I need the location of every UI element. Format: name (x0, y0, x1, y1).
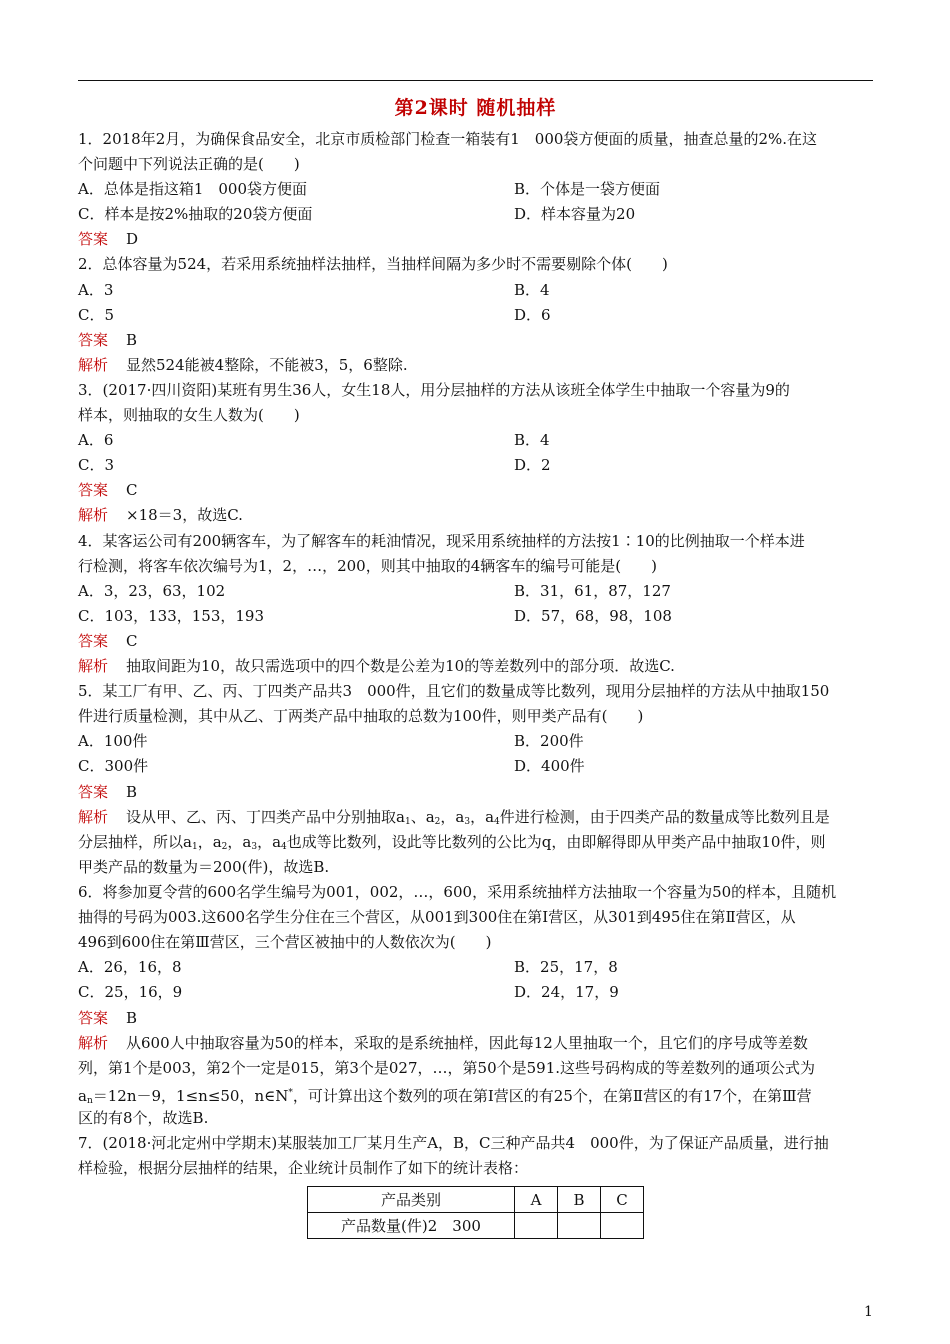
q3-answer (78, 478, 873, 503)
q2-option-c: C．5 (78, 306, 115, 324)
q7-stem-line1: 7．(2018·河北定州中学期末)某服装加工厂某月生产A，B，C三种产品共4 000件，为了保证产品质量，进行抽 (78, 1134, 829, 1152)
q5-analysis-text-2a: 分层抽样，所以a (78, 833, 192, 851)
q3-answer-value: C (126, 481, 138, 499)
header-rule (78, 80, 873, 81)
q6-stem-line3: 496到600住在第Ⅲ营区，三个营区被抽中的人数依次为( ) (78, 933, 492, 951)
q6-analysis-text-3c: ，可计算出这个数列的项在第Ⅰ营区的有25个，在第Ⅱ营区的有17个，在第Ⅲ营 (292, 1087, 812, 1105)
q2-option-d: D．6 (514, 306, 551, 324)
q2-analysis (78, 353, 873, 378)
q6-stem-line2: 抽得的号码为003.这600名学生分住在三个营区，从001到300住在第Ⅰ营区，从301到495住在第Ⅱ营区，从 (78, 908, 796, 926)
q4-option-c: C．103，133，153，193 (78, 607, 264, 625)
table-cell (601, 1213, 644, 1239)
q4-option-d: D．57，68，98，108 (514, 607, 672, 625)
answer-label: 答案 (78, 783, 109, 801)
answer-label: 答案 (78, 481, 109, 499)
table-header-cell: C (601, 1187, 644, 1213)
q3-options-cd (78, 453, 873, 478)
q4-answer-value: C (126, 632, 138, 650)
q6-analysis-line3: $a_n=12n-9$，1≤n≤50，n∈N*，可计算出这个数列的项在第Ⅰ营区的有25个，在第Ⅱ营区的有17个，在第Ⅲ营 (78, 1087, 812, 1106)
q6-stem-line1: 6．将参加夏令营的600名学生编号为001，002，…，600，采用系统抽样方法抽取一个容量为50的样本，且随机 (78, 883, 837, 901)
q5-option-d: D．400件 (514, 757, 585, 775)
q5-analysis-text-1b: 件进行检测，由于四类产品的数量成等比数列且是 (499, 808, 830, 826)
q6-analysis-line4: 区的有8个，故选B. (78, 1109, 209, 1127)
analysis-label: 解析 (78, 657, 109, 675)
q4-options-ab (78, 579, 873, 604)
table-header-cell: A (515, 1187, 558, 1213)
q5-analysis-text-1a: 设从甲、乙、丙、丁四类产品中分别抽取a (126, 808, 405, 826)
q6-analysis-line1 (78, 1031, 873, 1056)
table-row (308, 1213, 644, 1239)
q1-option-b: B．个体是一袋方便面 (514, 180, 661, 198)
table-header-cell: 产品类别 (308, 1187, 515, 1213)
q4-stem-line2: 行检测，将客车依次编号为1，2，…，200，则其中抽取的4辆客车的编号可能是( ) (78, 557, 657, 575)
q1-stem-line2: 个问题中下列说法正确的是( ) (78, 155, 300, 173)
q3-option-c: C．3 (78, 456, 115, 474)
q5-options-ab (78, 729, 873, 754)
q1-options-cd (78, 202, 873, 227)
q5-analysis-text-2b: 也成等比数列，设此等比数列的公比为q，由即解得即从甲类产品中抽取10件，则 (286, 833, 826, 851)
analysis-label: 解析 (78, 808, 109, 826)
page-title: 第2课时 随机抽样 (394, 97, 557, 119)
table-cell: 产品数量(件)2 300 (308, 1213, 515, 1239)
q6-option-d: D．24，17，9 (514, 983, 619, 1001)
q3-options-ab (78, 428, 873, 453)
q2-option-a: A．3 (78, 281, 114, 299)
answer-label: 答案 (78, 632, 109, 650)
q4-options-cd (78, 604, 873, 629)
q5-options-cd (78, 754, 873, 779)
q4-option-a: A．3，23，63，102 (78, 582, 226, 600)
q1-answer (78, 227, 873, 252)
page-number: 1 (864, 1304, 873, 1320)
q3-analysis (78, 503, 873, 528)
q3-stem-line1: 3．(2017·四川资阳)某班有男生36人，女生18人，用分层抽样的方法从该班全体学生中抽取一个容量为9的 (78, 381, 790, 399)
q4-stem-line1: 4．某客运公司有200辆客车，为了解客车的耗油情况，现采用系统抽样的方法按1∶10的比例抽取一个样本进 (78, 532, 805, 550)
q3-option-d: D．2 (514, 456, 551, 474)
q5-stem-line2: 件进行质量检测，其中从乙、丁两类产品中抽取的总数为100件，则甲类产品有( ) (78, 707, 644, 725)
table-header-cell: B (558, 1187, 601, 1213)
q1-option-c: C．样本是按2%抽取的20袋方便面 (78, 205, 313, 223)
q2-stem-line1: 2．总体容量为524，若采用系统抽样法抽样，当抽样间隔为多少时不需要剔除个体( ) (78, 255, 668, 273)
q5-analysis-line3: 甲类产品的数量为＝200(件)，故选B. (78, 858, 330, 876)
q3-analysis-text: ×18＝3，故选C. (126, 506, 243, 524)
q5-option-b: B．200件 (514, 732, 584, 750)
q6-option-c: C．25，16，9 (78, 983, 183, 1001)
answer-label: 答案 (78, 230, 109, 248)
q5-analysis-line1: 解析 设从甲、乙、丙、丁四类产品中分别抽取$a_1$、$a_2$，$a_3$，$a_4$件进行检测，由于四类产品的数量成等比数列且是 (78, 808, 830, 827)
q1-answer-value: D (126, 230, 139, 248)
q5-answer (78, 780, 873, 805)
q5-stem-line1: 5．某工厂有甲、乙、丙、丁四类产品共3 000件，且它们的数量成等比数列，现用分层抽样的方法从中抽取150 (78, 682, 830, 700)
answer-label: 答案 (78, 1009, 109, 1027)
q6-analysis-text-3a: a (78, 1087, 87, 1105)
q1-options-ab (78, 177, 873, 202)
q6-option-a: A．26，16，8 (78, 958, 182, 976)
q1-option-a: A．总体是指这箱1 000袋方便面 (78, 180, 308, 198)
q6-answer-value: B (126, 1009, 138, 1027)
q6-options-cd (78, 980, 873, 1005)
q5-option-a: A．100件 (78, 732, 148, 750)
q5-option-c: C．300件 (78, 757, 149, 775)
table-header-row (308, 1187, 644, 1213)
q6-analysis-text-3b: ＝12n－9，1≤n≤50，n∈N (92, 1087, 289, 1105)
q4-answer (78, 629, 873, 654)
q2-answer-value: B (126, 331, 138, 349)
q3-stem-line2: 样本，则抽取的女生人数为( ) (78, 406, 300, 424)
q2-options-cd (78, 303, 873, 328)
q2-answer (78, 328, 873, 353)
q4-analysis (78, 654, 873, 679)
q2-options-ab (78, 278, 873, 303)
q1-stem-line1: 1．2018年2月，为确保食品安全，北京市质检部门检查一箱装有1 000袋方便面的质量，抽查总量的2%.在这 (78, 130, 818, 148)
q3-option-b: B．4 (514, 431, 550, 449)
q2-option-b: B．4 (514, 281, 550, 299)
q4-option-b: B．31，61，87，127 (514, 582, 671, 600)
answer-label: 答案 (78, 331, 109, 349)
q6-analysis-text-1: 从600人中抽取容量为50的样本，采取的是系统抽样，因此每12人里抽取一个，且它们的序号成等差数 (126, 1034, 808, 1052)
q6-analysis-line2: 列，第1个是003，第2个一定是015，第3个是027，…，第50个是591.这些号码构成的等差数列的通项公式为 (78, 1059, 816, 1077)
q7-stem-line2: 样检验，根据分层抽样的结果，企业统计员制作了如下的统计表格： (78, 1159, 529, 1177)
statistics-table (307, 1186, 644, 1239)
q6-answer (78, 1006, 873, 1031)
q6-option-b: B．25，17，8 (514, 958, 618, 976)
analysis-label: 解析 (78, 1034, 109, 1052)
analysis-label: 解析 (78, 356, 109, 374)
q6-options-ab (78, 955, 873, 980)
q3-option-a: A．6 (78, 431, 114, 449)
q4-analysis-text: 抽取间距为10，故只需选项中的四个数是公差为10的等差数列中的部分项．故选C. (126, 657, 675, 675)
q1-option-d: D．样本容量为20 (514, 205, 636, 223)
analysis-label: 解析 (78, 506, 109, 524)
q5-analysis-line2: 分层抽样，所以$a_1$，$a_2$，$a_3$，$a_4$也成等比数列，设此等比数列的公比为q，由即解得即从甲类产品中抽取10件，则 (78, 833, 826, 852)
q5-answer-value: B (126, 783, 138, 801)
q2-analysis-text: 显然524能被4整除，不能被3，5，6整除. (126, 356, 408, 374)
table-cell (558, 1213, 601, 1239)
table-cell (515, 1213, 558, 1239)
